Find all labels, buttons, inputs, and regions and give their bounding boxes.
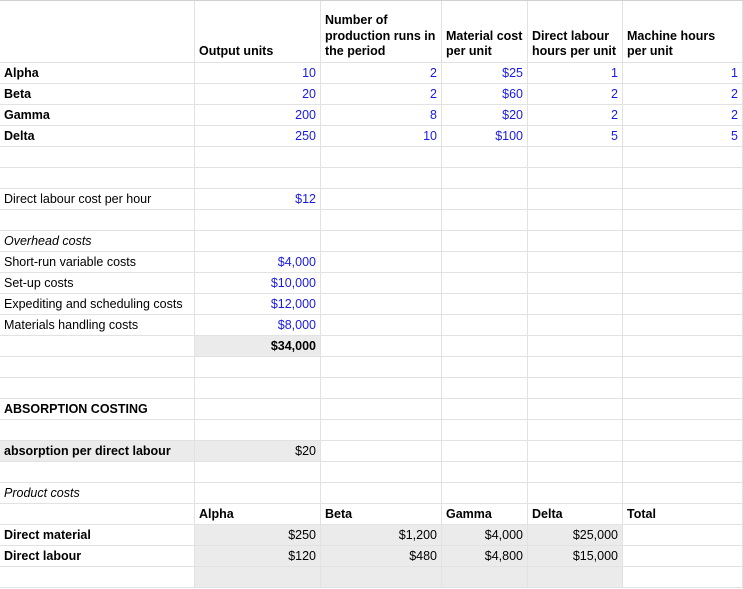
- empty-cell[interactable]: [195, 462, 321, 483]
- product-name-cell[interactable]: Beta: [0, 84, 195, 105]
- cost-value-cell[interactable]: $4,000: [442, 525, 528, 546]
- material-cost-cell[interactable]: $60: [442, 84, 528, 105]
- overhead-item-value[interactable]: $8,000: [195, 315, 321, 336]
- overhead-total-value[interactable]: $34,000: [195, 336, 321, 357]
- overhead-item-value[interactable]: $12,000: [195, 294, 321, 315]
- empty-cell[interactable]: [321, 483, 442, 504]
- header-production-runs[interactable]: Number of production runs in the period: [321, 0, 442, 63]
- empty-cell[interactable]: [0, 336, 195, 357]
- empty-cell[interactable]: [528, 168, 623, 189]
- empty-cell[interactable]: [623, 273, 743, 294]
- labour-hours-cell[interactable]: 5: [528, 126, 623, 147]
- empty-cell[interactable]: [321, 420, 442, 441]
- empty-cell[interactable]: [0, 378, 195, 399]
- empty-cell[interactable]: [195, 168, 321, 189]
- top-divider: [0, 0, 743, 1]
- empty-cell[interactable]: [195, 483, 321, 504]
- machine-hours-cell[interactable]: 1: [623, 63, 743, 84]
- empty-cell[interactable]: [321, 294, 442, 315]
- material-cost-cell[interactable]: $20: [442, 105, 528, 126]
- empty-cell[interactable]: [442, 210, 528, 231]
- empty-cell[interactable]: [623, 420, 743, 441]
- empty-cell[interactable]: [442, 189, 528, 210]
- product-name-cell[interactable]: Delta: [0, 126, 195, 147]
- product-name-cell[interactable]: Gamma: [0, 105, 195, 126]
- empty-cell[interactable]: [0, 567, 195, 588]
- empty-cell[interactable]: [321, 441, 442, 462]
- empty-cell[interactable]: [528, 210, 623, 231]
- overhead-title[interactable]: Overhead costs: [0, 231, 195, 252]
- absorption-rate-label[interactable]: absorption per direct labour: [0, 441, 195, 462]
- empty-cell[interactable]: [195, 357, 321, 378]
- material-cost-cell[interactable]: $25: [442, 63, 528, 84]
- empty-cell[interactable]: [442, 441, 528, 462]
- empty-cell[interactable]: [195, 210, 321, 231]
- cost-column-header[interactable]: Total: [623, 504, 743, 525]
- empty-cell[interactable]: [0, 504, 195, 525]
- cost-value-cell[interactable]: $480: [321, 546, 442, 567]
- cost-column-header[interactable]: Delta: [528, 504, 623, 525]
- empty-cell[interactable]: [528, 252, 623, 273]
- empty-cell[interactable]: [528, 273, 623, 294]
- cost-value-cell[interactable]: $250: [195, 525, 321, 546]
- empty-cell[interactable]: [528, 357, 623, 378]
- labour-hours-cell[interactable]: 1: [528, 63, 623, 84]
- empty-cell[interactable]: [623, 357, 743, 378]
- empty-cell[interactable]: [195, 567, 321, 588]
- empty-cell[interactable]: [623, 378, 743, 399]
- empty-cell[interactable]: [195, 378, 321, 399]
- empty-cell[interactable]: [0, 168, 195, 189]
- output-units-cell[interactable]: 20: [195, 84, 321, 105]
- overhead-item-value[interactable]: $4,000: [195, 252, 321, 273]
- empty-cell[interactable]: [528, 147, 623, 168]
- empty-cell[interactable]: [442, 252, 528, 273]
- empty-cell[interactable]: [0, 462, 195, 483]
- output-units-cell[interactable]: 10: [195, 63, 321, 84]
- production-runs-cell[interactable]: 10: [321, 126, 442, 147]
- empty-cell[interactable]: [623, 441, 743, 462]
- empty-cell[interactable]: [0, 210, 195, 231]
- cost-column-header[interactable]: Gamma: [442, 504, 528, 525]
- header-output-units[interactable]: Output units: [195, 0, 321, 63]
- empty-cell[interactable]: [0, 420, 195, 441]
- absorption-rate-value[interactable]: $20: [195, 441, 321, 462]
- empty-cell[interactable]: [442, 315, 528, 336]
- overhead-item-label[interactable]: Materials handling costs: [0, 315, 195, 336]
- labour-hours-cell[interactable]: 2: [528, 84, 623, 105]
- empty-cell[interactable]: [321, 357, 442, 378]
- empty-cell[interactable]: [321, 399, 442, 420]
- overhead-item-value[interactable]: $10,000: [195, 273, 321, 294]
- cost-value-cell[interactable]: $25,000: [528, 525, 623, 546]
- empty-cell[interactable]: [623, 336, 743, 357]
- empty-cell[interactable]: [321, 462, 442, 483]
- empty-cell[interactable]: [321, 147, 442, 168]
- cost-column-header[interactable]: Alpha: [195, 504, 321, 525]
- empty-cell[interactable]: [442, 483, 528, 504]
- empty-cell[interactable]: [528, 420, 623, 441]
- empty-cell[interactable]: [321, 378, 442, 399]
- empty-cell[interactable]: [442, 147, 528, 168]
- empty-cell[interactable]: [528, 231, 623, 252]
- cost-column-header[interactable]: Beta: [321, 504, 442, 525]
- empty-cell[interactable]: [623, 252, 743, 273]
- overhead-item-label[interactable]: Expediting and scheduling costs: [0, 294, 195, 315]
- empty-cell[interactable]: [195, 399, 321, 420]
- empty-cell[interactable]: [528, 189, 623, 210]
- empty-cell[interactable]: [528, 336, 623, 357]
- empty-cell[interactable]: [623, 546, 743, 567]
- empty-cell[interactable]: [623, 210, 743, 231]
- empty-cell[interactable]: [195, 147, 321, 168]
- overhead-item-label[interactable]: Set-up costs: [0, 273, 195, 294]
- empty-cell[interactable]: [442, 357, 528, 378]
- cost-value-cell[interactable]: $4,800: [442, 546, 528, 567]
- empty-cell[interactable]: [442, 273, 528, 294]
- empty-cell[interactable]: [623, 189, 743, 210]
- empty-cell[interactable]: [528, 567, 623, 588]
- empty-cell[interactable]: [442, 567, 528, 588]
- empty-cell[interactable]: [623, 231, 743, 252]
- header-machine-hours[interactable]: Machine hours per unit: [623, 0, 743, 63]
- empty-cell[interactable]: [442, 399, 528, 420]
- empty-cell[interactable]: [442, 168, 528, 189]
- machine-hours-cell[interactable]: 2: [623, 84, 743, 105]
- empty-cell[interactable]: [528, 399, 623, 420]
- empty-cell[interactable]: [0, 147, 195, 168]
- empty-cell[interactable]: [321, 336, 442, 357]
- header-labour-hours[interactable]: Direct labour hours per unit: [528, 0, 623, 63]
- empty-cell[interactable]: [528, 441, 623, 462]
- empty-cell[interactable]: [321, 189, 442, 210]
- cost-row-label[interactable]: Direct labour: [0, 546, 195, 567]
- empty-cell[interactable]: [528, 294, 623, 315]
- empty-cell[interactable]: [623, 462, 743, 483]
- empty-cell[interactable]: [195, 420, 321, 441]
- empty-cell[interactable]: [528, 462, 623, 483]
- machine-hours-cell[interactable]: 5: [623, 126, 743, 147]
- header-cell-blank[interactable]: [0, 0, 195, 63]
- cost-row-label[interactable]: Direct material: [0, 525, 195, 546]
- empty-cell[interactable]: [528, 378, 623, 399]
- output-units-cell[interactable]: 250: [195, 126, 321, 147]
- cost-value-cell[interactable]: $1,200: [321, 525, 442, 546]
- labour-hours-cell[interactable]: 2: [528, 105, 623, 126]
- header-material-cost[interactable]: Material cost per unit: [442, 0, 528, 63]
- cost-value-cell[interactable]: $15,000: [528, 546, 623, 567]
- empty-cell[interactable]: [442, 420, 528, 441]
- overhead-item-label[interactable]: Short-run variable costs: [0, 252, 195, 273]
- empty-cell[interactable]: [442, 336, 528, 357]
- labour-cost-value[interactable]: $12: [195, 189, 321, 210]
- empty-cell[interactable]: [321, 252, 442, 273]
- empty-cell[interactable]: [321, 168, 442, 189]
- machine-hours-cell[interactable]: 2: [623, 105, 743, 126]
- empty-cell[interactable]: [442, 294, 528, 315]
- empty-cell[interactable]: [321, 567, 442, 588]
- labour-cost-label[interactable]: Direct labour cost per hour: [0, 189, 195, 210]
- empty-cell[interactable]: [623, 315, 743, 336]
- product-name-cell[interactable]: Alpha: [0, 63, 195, 84]
- empty-cell[interactable]: [623, 294, 743, 315]
- material-cost-cell[interactable]: $100: [442, 126, 528, 147]
- empty-cell[interactable]: [442, 462, 528, 483]
- empty-cell[interactable]: [623, 483, 743, 504]
- empty-cell[interactable]: [623, 567, 743, 588]
- empty-cell[interactable]: [623, 168, 743, 189]
- empty-cell[interactable]: [321, 315, 442, 336]
- empty-cell[interactable]: [528, 315, 623, 336]
- output-units-cell[interactable]: 200: [195, 105, 321, 126]
- empty-cell[interactable]: [623, 399, 743, 420]
- empty-cell[interactable]: [442, 231, 528, 252]
- empty-cell[interactable]: [321, 210, 442, 231]
- production-runs-cell[interactable]: 8: [321, 105, 442, 126]
- empty-cell[interactable]: [442, 378, 528, 399]
- product-costs-title[interactable]: Product costs: [0, 483, 195, 504]
- empty-cell[interactable]: [195, 231, 321, 252]
- cost-value-cell[interactable]: $120: [195, 546, 321, 567]
- production-runs-cell[interactable]: 2: [321, 63, 442, 84]
- empty-cell[interactable]: [321, 273, 442, 294]
- empty-cell[interactable]: [623, 147, 743, 168]
- empty-cell[interactable]: [623, 525, 743, 546]
- empty-cell[interactable]: [0, 357, 195, 378]
- absorption-title[interactable]: ABSORPTION COSTING: [0, 399, 195, 420]
- empty-cell[interactable]: [528, 483, 623, 504]
- production-runs-cell[interactable]: 2: [321, 84, 442, 105]
- empty-cell[interactable]: [321, 231, 442, 252]
